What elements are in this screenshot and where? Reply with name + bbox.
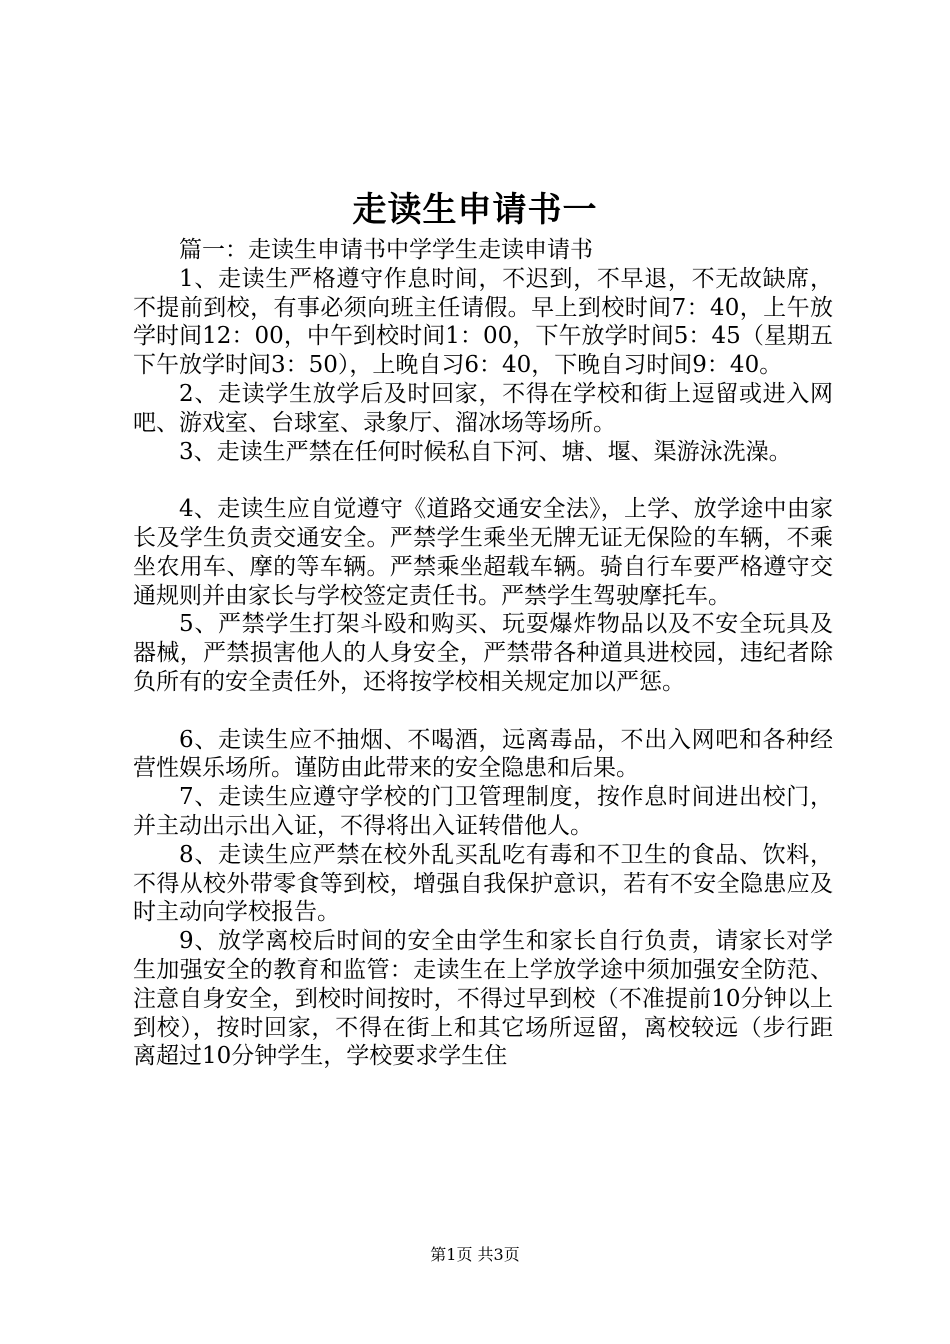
paragraph-item-5: 5、严禁学生打架斗殴和购买、玩耍爆炸物品以及不安全玩具及器械，严禁损害他人的人身安全，严禁带各种道具进校园，违纪者除负所有的安全责任外，还将按学校相关规定加以严惩。 [133,611,833,695]
paragraph-item-8: 8、走读生应严禁在校外乱买乱吃有毒和不卫生的食品、饮料，不得从校外带零食等到校，增强自我保护意识，若有不安全隐患应及时主动向学校报告。 [133,841,833,926]
document-title: 走读生申请书一 [352,190,598,230]
document-body [133,236,833,1071]
paragraph-item-1: 1、走读生严格遵守作息时间，不迟到，不早退，不无故缺席，不提前到校，有事必须向班主任请假。早上到校时间7：40，上午放学时间12：00，中午到校时间1：00，下午放学时间5：45（星期五下午放学时间3：50），上晚自习6：40，下晚自习时间9：40。 [133,265,833,379]
paragraph-item-9: 9、放学离校后时间的安全由学生和家长自行负责，请家长对学生加强安全的教育和监管：走读生在上学放学途中须加强安全防范、注意自身安全，到校时间按时，不得过早到校（不准提前10分钟以上到校），按时回家，不得在街上和其它场所逗留，离校较远（步行距离超过10分钟学生，学校要求学生住 [133,928,833,1070]
paragraph-item-3: 3、走读生严禁在任何时候私自下河、塘、堰、渠游泳洗澡。 [179,438,792,465]
paragraph-item-6: 6、走读生应不抽烟、不喝酒，远离毒品，不出入网吧和各种经营性娱乐场所。谨防由此带来的安全隐患和后果。 [133,726,833,782]
paragraph-item-4: 4、走读生应自觉遵守《道路交通安全法》，上学、放学途中由家长及学生负责交通安全。严禁学生乘坐无牌无证无保险的车辆，不乘坐农用车、摩的等车辆。严禁乘坐超载车辆。骑自行车要严格遵守交通规则并由家长与学校签定责任书。严禁学生驾驶摩托车。 [133,496,833,609]
page-footer: 第1页 共3页 [430,1245,520,1264]
paragraph-item-7: 7、走读生应遵守学校的门卫管理制度，按作息时间进出校门，并主动出示出入证，不得将出入证转借他人。 [133,784,833,839]
paragraph-item-2: 2、走读学生放学后及时回家，不得在学校和街上逗留或进入网吧、游戏室、台球室、录象厅、溜冰场等场所。 [133,380,833,436]
paragraph-intro: 篇一：走读生申请书中学学生走读申请书 [179,237,593,263]
